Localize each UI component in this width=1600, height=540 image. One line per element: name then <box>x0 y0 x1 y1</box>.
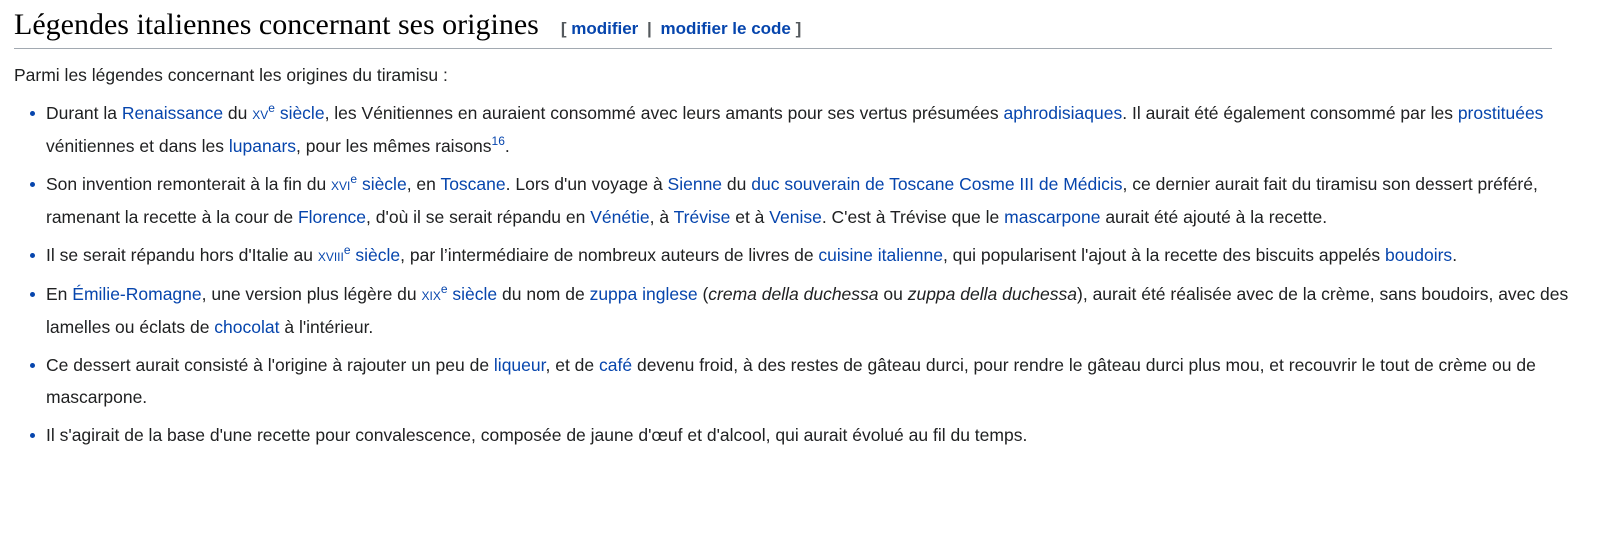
item-text: vénitiennes et dans les <box>46 136 229 156</box>
century-word: siècle <box>274 103 325 123</box>
item-text: du <box>223 103 253 123</box>
link-century[interactable] <box>252 103 324 123</box>
link-zuppa-inglese[interactable]: zuppa inglese <box>589 284 698 304</box>
item-text: et à <box>730 207 770 227</box>
link-cafe[interactable]: café <box>599 355 633 375</box>
link-prostituees[interactable]: prostituées <box>1457 103 1544 123</box>
link-florence[interactable]: Florence <box>297 207 367 227</box>
century-sup: e <box>268 101 275 116</box>
section-heading <box>14 0 1552 49</box>
item-text: Ce dessert aurait consisté à l'origine à rajouter un peu de <box>46 355 494 375</box>
list-item <box>46 278 1588 343</box>
link-renaissance[interactable]: Renaissance <box>121 103 224 123</box>
item-text: du <box>722 174 752 194</box>
item-text: Son invention remonterait à la fin du <box>46 174 332 194</box>
item-text: En <box>46 284 73 304</box>
link-cuisine-italienne[interactable]: cuisine italienne <box>818 245 943 265</box>
edit-bracket-open: [ <box>560 19 567 38</box>
item-text: , d'où il se serait répandu en <box>366 207 591 227</box>
item-text: , en <box>406 174 441 194</box>
section-title: Légendes italiennes concernant ses origines <box>14 8 539 41</box>
edit-separator: | <box>647 19 652 38</box>
edit-code-link[interactable]: modifier le code <box>660 19 791 38</box>
item-text: du nom de <box>497 284 590 304</box>
item-text: , pour les mêmes raisons <box>296 136 492 156</box>
list-item <box>46 349 1588 413</box>
century-roman: xviii <box>317 246 344 265</box>
link-venetie[interactable]: Vénétie <box>590 207 650 227</box>
list-item <box>46 168 1588 233</box>
century-roman: xix <box>421 285 441 304</box>
item-text: à l'intérieur. <box>279 317 374 337</box>
legend-list <box>14 97 1588 451</box>
edit-link[interactable]: modifier <box>571 19 639 38</box>
edit-bracket-close: ] <box>795 19 802 38</box>
century-sup: e <box>343 243 351 258</box>
link-venise[interactable]: Venise <box>769 207 822 227</box>
century-sup: e <box>350 172 358 187</box>
link-lupanars[interactable]: lupanars <box>228 136 297 156</box>
italic-text: zuppa della duchessa <box>907 284 1078 304</box>
item-text: Il s'agirait de la base d'une recette pour convalescence, composée de jaune d'œuf et d'alcool, qui aurait évolué au fil du temps. <box>46 425 1028 445</box>
item-text: . Il aurait été également consommé par les <box>1122 103 1458 123</box>
link-century[interactable] <box>318 245 400 265</box>
link-cosme-iii[interactable]: duc souverain de Toscane Cosme III de Médicis <box>751 174 1123 194</box>
link-emilie-romagne[interactable]: Émilie-Romagne <box>72 284 202 304</box>
link-century[interactable] <box>331 174 407 194</box>
item-text: , qui popularisent l'ajout à la recette des biscuits appelés <box>942 245 1386 265</box>
italic-text: crema della duchessa <box>708 284 879 304</box>
century-roman: xv <box>252 104 269 123</box>
edit-section-links <box>561 19 801 39</box>
item-text: . C'est à Trévise que le <box>821 207 1005 227</box>
item-text: ), aurait été réalisée avec de la crème, sans boudoirs, avec des lamelles ou éclats de <box>46 284 1569 337</box>
century-sup: e <box>440 282 448 297</box>
century-word: siècle <box>357 174 407 194</box>
century-word: siècle <box>447 284 498 304</box>
century-word: siècle <box>350 245 401 265</box>
item-text: aurait été ajouté à la recette. <box>1100 207 1328 227</box>
item-text: , à <box>649 207 674 227</box>
link-mascarpone[interactable]: mascarpone <box>1004 207 1101 227</box>
link-trevise[interactable]: Trévise <box>673 207 731 227</box>
link-toscane[interactable]: Toscane <box>440 174 506 194</box>
reference-link[interactable]: 16 <box>491 134 505 149</box>
list-item <box>46 419 1588 451</box>
item-text: . <box>1452 245 1458 265</box>
item-text: Durant la <box>46 103 122 123</box>
item-text: devenu froid, à des restes de gâteau durci, pour rendre le gâteau durci plus mou, et recouvrir le tout de crème ou de mascarpone. <box>46 355 1536 407</box>
list-item <box>46 239 1588 272</box>
item-text: , par l’intermédiaire de nombreux auteurs de livres de <box>400 245 819 265</box>
link-liqueur[interactable]: liqueur <box>493 355 546 375</box>
item-text: Il se serait répandu hors d'Italie au <box>46 245 318 265</box>
intro-paragraph: Parmi les légendes concernant les origines du tiramisu : <box>14 65 448 85</box>
item-text: , et de <box>545 355 600 375</box>
item-text: ou <box>878 284 908 304</box>
link-aphrodisiaques[interactable]: aphrodisiaques <box>1003 103 1123 123</box>
link-sienne[interactable]: Sienne <box>667 174 723 194</box>
item-text: . Lors d'un voyage à <box>505 174 668 194</box>
link-boudoirs[interactable]: boudoirs <box>1385 245 1453 265</box>
century-roman: xvi <box>331 175 351 194</box>
link-century[interactable] <box>422 284 498 304</box>
list-item <box>46 97 1588 162</box>
link-chocolat[interactable]: chocolat <box>214 317 280 337</box>
item-text: . <box>504 136 510 156</box>
item-text: ( <box>697 284 709 304</box>
item-text: , les Vénitiennes en auraient consommé avec leurs amants pour ses vertus présumées <box>324 103 1004 123</box>
item-text: , une version plus légère du <box>201 284 422 304</box>
item-text: , ce dernier aurait fait du tiramisu son dessert préféré, ramenant la recette à la cour de <box>46 174 1538 227</box>
